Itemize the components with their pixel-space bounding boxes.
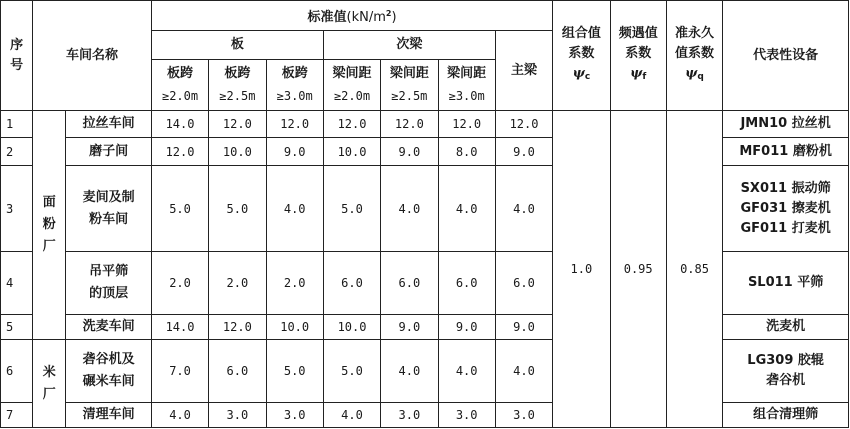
slab-value: 14.0 [151,315,208,340]
header-quasi-l1: 准永久 [675,26,715,41]
workshop-name-line: 麦间及制 [82,189,135,205]
beam-value: 8.0 [438,138,495,166]
group-char: 面 [42,195,56,210]
freq-coefficient: 0.95 [610,111,666,428]
workshop-name [66,315,152,340]
equipment [723,403,849,428]
header-combo-sub: c [584,72,591,82]
slab-value: 3.0 [266,403,323,428]
slab-value: 2.0 [151,252,208,315]
workshop-name-line: 的顶层 [89,286,129,301]
header-std-label: 标准值 [307,9,347,25]
beam-col-range: ≥3.0m [448,89,485,103]
beam-value: 12.0 [438,111,495,138]
workshop-name [66,166,152,252]
slab-value: 10.0 [209,138,266,166]
workshop-name-line: 拉丝车间 [82,116,135,131]
header-combo-l2: 系数 [568,46,595,61]
row-seq: 4 [1,252,33,315]
beam-col-1 [323,60,380,111]
beam-value: 4.0 [381,340,438,403]
header-std-unit-close: ) [391,9,397,25]
beam-value: 6.0 [323,252,380,315]
combo-coefficient: 1.0 [553,111,610,428]
equipment-line: 洗麦机 [766,319,806,334]
equipment-line: SL011 平筛 [747,275,824,290]
main-beam-value: 4.0 [495,166,552,252]
header-combo [553,1,610,111]
header-quasi-sub: q [697,72,704,82]
slab-col-label: 板跨 [281,66,308,81]
header-quasi-l2: 值系数 [675,46,715,61]
workshop-name [66,111,152,138]
beam-value: 12.0 [381,111,438,138]
beam-value: 6.0 [381,252,438,315]
slab-value: 2.0 [266,252,323,315]
beam-col-3 [438,60,495,111]
equipment-line: JMN10 拉丝机 [740,116,831,131]
beam-value: 5.0 [323,166,380,252]
equipment-line: MF011 磨粉机 [739,143,832,159]
beam-col-range: ≥2.0m [333,89,371,103]
row-seq: 7 [1,403,33,428]
workshop-name-line: 粉车间 [89,211,129,227]
beam-col-label: 梁间距 [447,66,487,81]
slab-value: 4.0 [151,403,208,428]
row-seq: 6 [1,340,33,403]
header-freq-l1: 频遇值 [618,26,658,41]
equipment [723,111,849,138]
beam-value: 4.0 [323,403,380,428]
group-char: 厂 [42,386,56,402]
header-freq-sym: ψ [630,66,643,81]
workshop-name-line: 碾米车间 [82,374,135,389]
workshop-name-line: 洗麦车间 [82,319,135,334]
beam-col-label: 梁间距 [332,66,372,81]
group-rice-mill [33,340,66,428]
equipment [723,252,849,315]
beam-value: 5.0 [323,340,380,403]
header-combo-sym: ψ [572,66,585,81]
slab-col-range: ≥3.0m [276,89,313,103]
header-seq-text: 序号 [10,37,24,73]
row-seq: 2 [1,138,33,166]
workshop-name [66,252,152,315]
beam-value: 3.0 [381,403,438,428]
table-body [1,111,849,428]
header-freq [610,1,666,111]
slab-value: 12.0 [209,111,266,138]
slab-col-3 [266,60,323,111]
slab-col-label: 板跨 [167,66,194,81]
beam-value: 6.0 [438,252,495,315]
slab-value: 5.0 [266,340,323,403]
main-beam-value: 4.0 [495,340,552,403]
slab-value: 2.0 [209,252,266,315]
group-flour-mill [33,111,66,340]
slab-value: 5.0 [151,166,208,252]
slab-value: 12.0 [151,138,208,166]
equipment [723,340,849,403]
header-combo-l1: 组合值 [561,26,601,41]
workshop-name-line: 砻谷机及 [82,352,135,367]
equipment [723,315,849,340]
header-seq [1,1,33,111]
header-std [151,1,552,31]
slab-value: 10.0 [266,315,323,340]
header-std-unit-sup: 2 [385,8,392,18]
beam-value: 9.0 [381,138,438,166]
header-freq-sub: f [642,72,647,82]
row-seq: 5 [1,315,33,340]
main-beam-value: 9.0 [495,138,552,166]
slab-value: 9.0 [266,138,323,166]
slab-col-range: ≥2.0m [161,89,199,103]
main-beam-value: 12.0 [495,111,552,138]
header-std-unit: (kN/m [346,9,386,25]
beam-col-label: 梁间距 [389,66,429,81]
header-equip: 代表性设备 [723,1,849,111]
header-main-beam: 主梁 [495,31,552,111]
equipment-line: GF011 打麦机 [740,220,831,236]
row-seq: 3 [1,166,33,252]
workshop-name [66,138,152,166]
beam-value: 10.0 [323,138,380,166]
header-quasi [666,1,722,111]
slab-col-1 [151,60,208,111]
header-beam: 次梁 [323,31,495,60]
header-freq-l2: 系数 [625,46,652,61]
slab-value: 12.0 [209,315,266,340]
group-char: 厂 [42,239,56,254]
slab-value: 7.0 [151,340,208,403]
group-char: 米 [42,364,56,380]
equipment-line: GF031 擦麦机 [740,200,831,216]
slab-value: 12.0 [266,111,323,138]
header-slab: 板 [151,31,323,60]
slab-col-range: ≥2.5m [219,89,256,103]
beam-value: 10.0 [323,315,380,340]
header-workshop: 车间名称 [33,1,152,111]
slab-value: 14.0 [151,111,208,138]
main-beam-value: 9.0 [495,315,552,340]
slab-col-2 [209,60,266,111]
equipment-line: SX011 振动筛 [740,180,831,196]
equipment [723,166,849,252]
slab-value: 4.0 [266,166,323,252]
workshop-name [66,340,152,403]
beam-value: 9.0 [438,315,495,340]
workshop-name-line: 清理车间 [82,407,135,422]
beam-value: 4.0 [381,166,438,252]
table-row [1,111,849,138]
slab-value: 6.0 [209,340,266,403]
beam-value: 12.0 [323,111,380,138]
beam-value: 9.0 [381,315,438,340]
equipment-line: 组合清理筛 [753,407,819,422]
equipment [723,138,849,166]
beam-value: 4.0 [438,340,495,403]
slab-col-label: 板跨 [224,66,251,81]
workshop-name [66,403,152,428]
workshop-name-line: 吊平筛 [89,264,129,279]
workshop-name-line: 磨子间 [89,143,129,159]
slab-value: 3.0 [209,403,266,428]
quasi-coefficient: 0.85 [666,111,722,428]
equipment-line: LG309 胶辊 [747,353,824,368]
row-seq: 1 [1,111,33,138]
beam-col-2 [381,60,438,111]
equipment-line: 砻谷机 [766,373,806,388]
beam-value: 4.0 [438,166,495,252]
beam-value: 3.0 [438,403,495,428]
beam-col-range: ≥2.5m [391,89,428,103]
main-beam-value: 6.0 [495,252,552,315]
header-quasi-sym: ψ [685,66,698,81]
group-char: 粉 [42,217,56,232]
main-beam-value: 3.0 [495,403,552,428]
slab-value: 5.0 [209,166,266,252]
